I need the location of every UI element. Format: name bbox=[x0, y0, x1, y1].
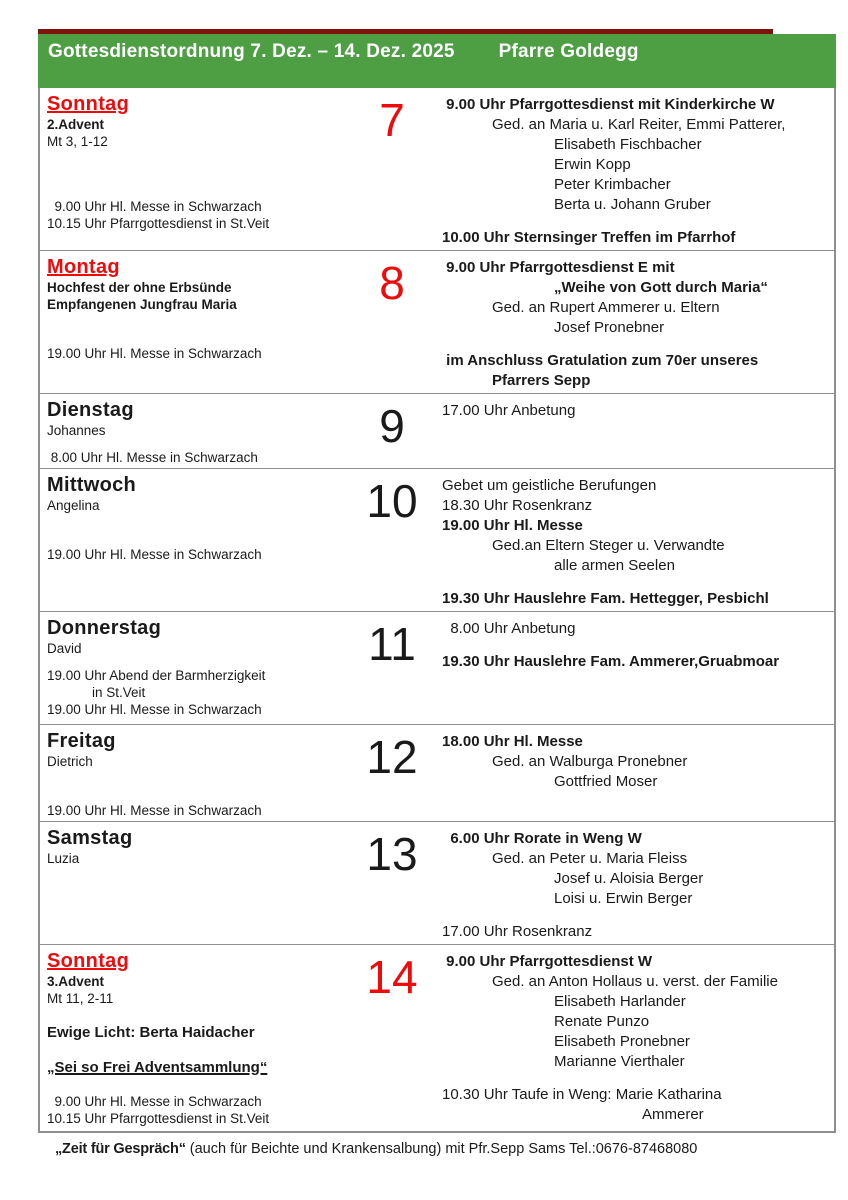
day-info-line: Johannes bbox=[47, 423, 106, 438]
day-name: Freitag bbox=[47, 730, 116, 752]
day-name: Donnerstag bbox=[47, 617, 162, 639]
day-row bbox=[40, 611, 834, 724]
day-row bbox=[40, 393, 834, 468]
day-right-column bbox=[442, 93, 826, 248]
day-left-column bbox=[47, 93, 342, 248]
day-info-line bbox=[47, 182, 342, 198]
schedule-line: Ged. an Walburga Pronebner bbox=[492, 753, 688, 770]
day-name: Sonntag bbox=[47, 950, 130, 972]
day-name: Mittwoch bbox=[47, 474, 137, 496]
day-info-line bbox=[47, 514, 342, 530]
day-number: 8 bbox=[379, 257, 405, 309]
day-left-column bbox=[47, 256, 342, 391]
day-info-line: Mt 11, 2-11 bbox=[47, 991, 114, 1006]
day-right-column bbox=[442, 730, 826, 819]
day-info-line bbox=[47, 770, 342, 786]
schedule-line: Josef u. Aloisia Berger bbox=[554, 870, 704, 887]
day-info-line: 19.00 Uhr Hl. Messe in Schwarzach bbox=[47, 346, 262, 361]
schedule-document bbox=[38, 29, 836, 1158]
schedule-line: 10.30 Uhr Taufe in Weng: Marie Katharina bbox=[442, 1086, 722, 1103]
day-left-column bbox=[47, 827, 342, 942]
schedule-line: Ged.an Eltern Steger u. Verwandte bbox=[492, 537, 725, 554]
day-name: Dienstag bbox=[47, 399, 134, 421]
day-left-column bbox=[47, 617, 342, 722]
day-info-line: 19.00 Uhr Hl. Messe in Schwarzach bbox=[47, 702, 262, 717]
schedule-line: im Anschluss Gratulation zum 70er unseres bbox=[442, 352, 759, 369]
day-info-line: Hochfest der ohne Erbsünde bbox=[47, 280, 232, 295]
day-number: 13 bbox=[366, 828, 418, 880]
schedule-line: 19.00 Uhr Hl. Messe bbox=[442, 517, 583, 534]
day-right-column bbox=[442, 256, 826, 391]
day-info-line: 3.Advent bbox=[47, 974, 105, 989]
schedule-line: Berta u. Johann Gruber bbox=[554, 196, 711, 213]
schedule-line: 18.00 Uhr Hl. Messe bbox=[442, 733, 583, 750]
schedule-line: Ged. an Maria u. Karl Reiter, Emmi Patterer, bbox=[492, 116, 786, 133]
day-row bbox=[40, 88, 834, 250]
schedule-line: „Weihe von Gott durch Maria“ bbox=[554, 279, 768, 296]
day-info-line: Dietrich bbox=[47, 754, 93, 769]
day-info-line: 2.Advent bbox=[47, 117, 105, 132]
schedule-line: Ammerer bbox=[642, 1106, 704, 1123]
day-info-line: 19.00 Uhr Hl. Messe in Schwarzach bbox=[47, 803, 262, 818]
schedule-line: 6.00 Uhr Rorate in Weng W bbox=[442, 830, 642, 847]
day-number: 11 bbox=[368, 618, 416, 670]
day-row bbox=[40, 250, 834, 393]
day-right-column bbox=[442, 617, 826, 722]
schedule-line: 8.00 Uhr Anbetung bbox=[442, 620, 576, 637]
day-left-column bbox=[47, 474, 342, 609]
schedule-line: 17.00 Uhr Rosenkranz bbox=[442, 923, 593, 940]
footer-note bbox=[38, 1140, 836, 1158]
parish-name: Pfarre Goldegg bbox=[498, 41, 639, 62]
day-info-line bbox=[47, 150, 342, 166]
day-info-line bbox=[47, 1007, 342, 1023]
day-info-line: Luzia bbox=[47, 851, 80, 866]
day-right-column bbox=[442, 950, 826, 1129]
schedule-line: Ged. an Anton Hollaus u. verst. der Familie bbox=[492, 973, 778, 990]
day-info-line bbox=[47, 313, 342, 329]
day-right-column bbox=[442, 474, 826, 609]
schedule-line: 9.00 Uhr Pfarrgottesdienst mit Kinderkirche W bbox=[442, 96, 775, 113]
day-row bbox=[40, 821, 834, 944]
day-info-line: Empfangenen Jungfrau Maria bbox=[47, 297, 237, 312]
day-left-column bbox=[47, 399, 342, 466]
schedule-line: Ged. an Rupert Ammerer u. Eltern bbox=[492, 299, 720, 316]
day-row bbox=[40, 724, 834, 821]
schedule-line: 9.00 Uhr Pfarrgottesdienst E mit bbox=[442, 259, 675, 276]
day-number: 14 bbox=[366, 951, 418, 1003]
day-info-line bbox=[47, 1042, 342, 1058]
schedule-line: Renate Punzo bbox=[554, 1013, 650, 1030]
schedule-table bbox=[38, 88, 836, 1133]
schedule-line: 19.30 Uhr Hauslehre Fam. Ammerer,Gruabmoar bbox=[442, 653, 780, 670]
day-right-column bbox=[442, 827, 826, 942]
schedule-line: 18.30 Uhr Rosenkranz bbox=[442, 497, 593, 514]
day-number: 9 bbox=[379, 400, 405, 452]
day-left-column bbox=[47, 950, 342, 1129]
day-name: Sonntag bbox=[47, 93, 130, 115]
schedule-line: 10.00 Uhr Sternsinger Treffen im Pfarrhof bbox=[442, 229, 736, 246]
schedule-line: Loisi u. Erwin Berger bbox=[554, 890, 693, 907]
day-info-line: David bbox=[47, 641, 82, 656]
day-info-line: 10.15 Uhr Pfarrgottesdienst in St.Veit bbox=[47, 1111, 270, 1126]
day-info-line: in St.Veit bbox=[92, 685, 146, 700]
day-info-line: 19.00 Uhr Hl. Messe in Schwarzach bbox=[47, 547, 262, 562]
day-name: Samstag bbox=[47, 827, 133, 849]
day-left-column bbox=[47, 730, 342, 819]
schedule-line: 9.00 Uhr Pfarrgottesdienst W bbox=[442, 953, 653, 970]
day-info-line bbox=[47, 329, 342, 345]
schedule-line: Gebet um geistliche Berufungen bbox=[442, 477, 657, 494]
schedule-line: alle armen Seelen bbox=[554, 557, 675, 574]
day-row bbox=[40, 944, 834, 1131]
day-info-line: 9.00 Uhr Hl. Messe in Schwarzach bbox=[47, 1094, 262, 1109]
schedule-line: Elisabeth Harlander bbox=[554, 993, 686, 1010]
day-number: 10 bbox=[366, 475, 418, 527]
day-name: Montag bbox=[47, 256, 120, 278]
schedule-line: 17.00 Uhr Anbetung bbox=[442, 402, 576, 419]
schedule-line: 19.30 Uhr Hauslehre Fam. Hettegger, Pesbichl bbox=[442, 590, 769, 607]
day-number: 12 bbox=[366, 731, 418, 783]
header-bar bbox=[38, 34, 836, 88]
footer-note-rest: (auch für Beichte und Krankensalbung) mit Pfr.Sepp Sams Tel.:0676-87468080 bbox=[185, 1141, 698, 1157]
day-info-line: 19.00 Uhr Abend der Barmherzigkeit bbox=[47, 668, 266, 683]
schedule-line: Josef Pronebner bbox=[554, 319, 665, 336]
day-info-line: „Sei so Frei Adventsammlung“ bbox=[47, 1059, 268, 1076]
day-number: 7 bbox=[379, 94, 405, 146]
day-info-line bbox=[47, 1077, 342, 1093]
day-row bbox=[40, 468, 834, 611]
schedule-line: Elisabeth Pronebner bbox=[554, 1033, 690, 1050]
schedule-line: Marianne Vierthaler bbox=[554, 1053, 685, 1070]
schedule-line: Erwin Kopp bbox=[554, 156, 631, 173]
day-info-line: 10.15 Uhr Pfarrgottesdienst in St.Veit bbox=[47, 216, 270, 231]
schedule-line: Peter Krimbacher bbox=[554, 176, 671, 193]
day-right-column bbox=[442, 399, 826, 466]
schedule-line: Elisabeth Fischbacher bbox=[554, 136, 702, 153]
day-info-line: 9.00 Uhr Hl. Messe in Schwarzach bbox=[47, 199, 262, 214]
schedule-line: Gottfried Moser bbox=[554, 773, 658, 790]
page-title: Gottesdienstordnung 7. Dez. – 14. Dez. 2025 bbox=[48, 41, 455, 62]
day-info-line bbox=[47, 530, 342, 546]
day-info-line: Ewige Licht: Berta Haidacher bbox=[47, 1024, 255, 1041]
schedule-line: Ged. an Peter u. Maria Fleiss bbox=[492, 850, 688, 867]
schedule-line: Pfarrers Sepp bbox=[492, 372, 591, 389]
day-info-line: Angelina bbox=[47, 498, 100, 513]
footer-note-bold: „Zeit für Gespräch“ bbox=[55, 1141, 186, 1157]
day-info-line: Mt 3, 1-12 bbox=[47, 134, 108, 149]
day-info-line bbox=[47, 166, 342, 182]
day-info-line: 8.00 Uhr Hl. Messe in Schwarzach bbox=[47, 450, 258, 465]
day-info-line bbox=[47, 786, 342, 802]
